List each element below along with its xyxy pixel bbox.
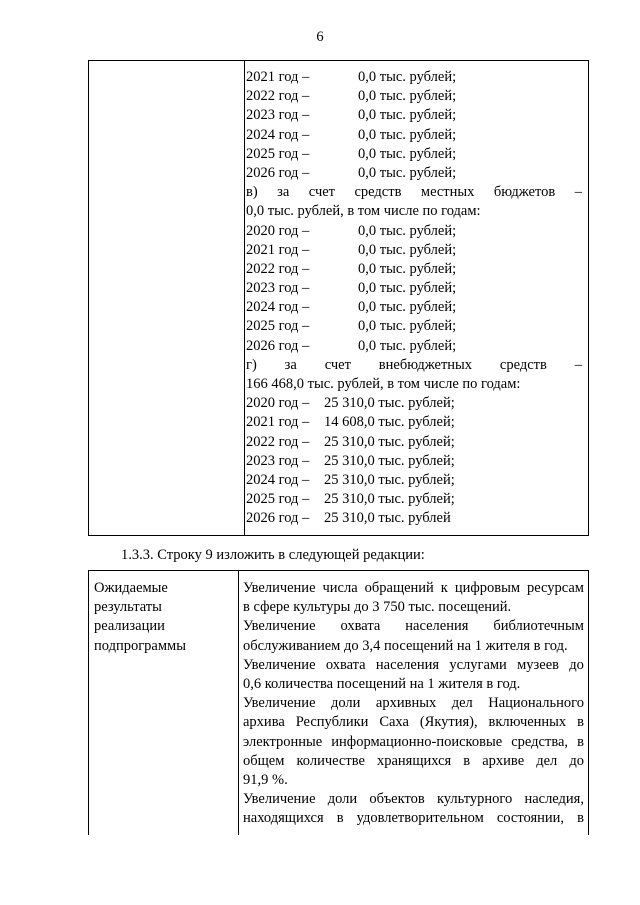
heading-word: за — [284, 356, 297, 373]
paragraph-last-line: обслуживанием до 3,4 посещений на 1 жителя в год. — [243, 637, 568, 654]
year-label: 2022 год – — [246, 433, 310, 450]
heading-word: средств — [499, 356, 547, 373]
word: наследия, — [524, 791, 584, 808]
amount-value: 0,0 тыс. рублей; — [358, 260, 457, 277]
year-amount-row — [246, 68, 582, 87]
year-amount-row — [246, 394, 582, 413]
word: доли — [327, 791, 358, 808]
year-label: 2026 год – — [246, 510, 310, 527]
amount-value: 0,0 тыс. рублей; — [358, 280, 457, 297]
result-paragraph — [243, 656, 584, 694]
amount-value: 0,0 тыс. рублей; — [358, 88, 457, 105]
year-label: 2020 год – — [246, 395, 310, 412]
word: количестве — [296, 752, 365, 769]
row-label-line: реализации — [94, 618, 165, 635]
row-label — [94, 579, 234, 656]
result-paragraph — [243, 617, 584, 655]
heading-word: счет — [324, 356, 351, 373]
amount-value: 25 310,0 тыс. рублей; — [324, 471, 455, 488]
heading-word: внебюджетных — [378, 356, 473, 373]
heading-word: счет — [308, 184, 336, 201]
justified-line — [243, 656, 584, 675]
word: музеев — [517, 656, 559, 673]
amount-value: 25 310,0 тыс. рублей; — [324, 395, 455, 412]
local-budget-total: 0,0 тыс. рублей, в том числе по годам: — [246, 203, 481, 220]
amount-value: 0,0 тыс. рублей; — [358, 337, 457, 354]
amount-value: 0,0 тыс. рублей; — [358, 126, 457, 143]
column-divider — [244, 61, 245, 535]
paragraph-last-line: в сфере культуры до 3 750 тыс. посещений. — [243, 599, 512, 616]
justified-line — [243, 752, 584, 771]
word: культурного — [436, 791, 513, 808]
year-amount-row — [246, 452, 582, 471]
word: Увеличение — [243, 656, 316, 673]
amount-value: 0,0 тыс. рублей; — [358, 299, 457, 316]
amount-value: 0,0 тыс. рублей; — [358, 222, 457, 239]
year-label: 2024 год – — [246, 299, 310, 316]
word: цифровым — [454, 580, 520, 596]
heading-word: в) — [246, 184, 258, 201]
word: средства, — [511, 733, 569, 750]
heading-word: средств — [354, 184, 402, 201]
word: Национального — [488, 695, 584, 712]
word: библиотечным — [493, 618, 584, 635]
year-label: 2021 год – — [246, 241, 310, 258]
word: доли — [331, 695, 361, 712]
year-amount-row — [246, 337, 582, 356]
row-label-line: результаты — [94, 599, 162, 616]
amount-value: 0,0 тыс. рублей; — [358, 318, 457, 335]
year-amount-row — [246, 509, 582, 528]
year-label: 2024 год – — [246, 471, 310, 488]
year-label: 2026 год – — [246, 164, 310, 181]
heading-word: бюджетов — [493, 184, 556, 201]
word: (Якутия), — [419, 714, 478, 731]
year-amount-row — [246, 222, 582, 241]
word: услугами — [449, 656, 507, 673]
year-label: 2022 год – — [246, 260, 310, 277]
amount-value: 0,0 тыс. рублей; — [358, 164, 457, 181]
justified-line — [243, 713, 584, 732]
funding-cell — [246, 68, 582, 529]
paragraph-last-line: 91,9 %. — [243, 771, 288, 788]
result-paragraph — [243, 579, 584, 617]
word: Увеличение — [243, 791, 316, 808]
year-label: 2023 год – — [246, 280, 310, 297]
word: объектов — [369, 791, 425, 808]
row-content — [243, 579, 584, 828]
year-amount-row — [246, 145, 582, 164]
year-label: 2021 год – — [246, 414, 310, 431]
amount-value: 25 310,0 тыс. рублей; — [324, 491, 455, 508]
instruction-paragraph: 1.3.3. Строку 9 изложить в следующей редакции: — [121, 547, 425, 563]
year-label: 2025 год – — [246, 491, 310, 508]
heading-word: за — [277, 184, 290, 201]
row-label-line: Ожидаемые — [94, 580, 168, 596]
year-label: 2023 год – — [246, 107, 310, 124]
year-amount-row — [246, 279, 582, 298]
word: включенных — [488, 714, 567, 731]
heading-word: г) — [246, 356, 257, 373]
extrabudget-heading — [246, 356, 582, 375]
year-label: 2025 год – — [246, 318, 310, 335]
year-amount-row — [246, 106, 582, 125]
year-label: 2026 год – — [246, 337, 310, 354]
word: в — [577, 733, 584, 750]
word: Республики — [295, 714, 369, 731]
result-paragraph — [243, 694, 584, 790]
word: в — [577, 714, 584, 731]
word: архива — [243, 714, 285, 731]
word: числа — [322, 580, 358, 596]
column-divider — [238, 571, 239, 835]
word: обращений — [364, 580, 434, 596]
amount-value: 14 608,0 тыс. рублей; — [324, 414, 455, 431]
word: до — [569, 656, 584, 673]
word: находящихся — [243, 810, 324, 827]
word: Саха — [379, 714, 409, 731]
year-label: 2021 год – — [246, 69, 310, 85]
word: дел — [536, 752, 558, 769]
result-paragraph — [243, 790, 584, 828]
year-label: 2022 год – — [246, 88, 310, 105]
amount-value: 0,0 тыс. рублей; — [358, 241, 457, 258]
word: архиве — [482, 752, 525, 769]
word: Увеличение — [243, 618, 316, 635]
year-amount-row — [246, 471, 582, 490]
word: в — [577, 810, 584, 827]
word: в — [463, 752, 471, 769]
extrabudget-total: 166 468,0 тыс. рублей, в том числе по годам: — [246, 376, 521, 392]
year-amount-row — [246, 433, 582, 452]
expected-results-table — [88, 570, 589, 835]
heading-word: – — [574, 184, 582, 201]
justified-line — [243, 694, 584, 713]
amount-value: 0,0 тыс. рублей; — [358, 145, 457, 162]
amount-value: 0,0 тыс. рублей; — [358, 107, 457, 124]
year-amount-row — [246, 413, 582, 432]
word: населения — [405, 618, 469, 635]
word: населения — [375, 656, 440, 673]
year-label: 2025 год – — [246, 145, 310, 162]
word: Увеличение — [243, 580, 316, 596]
year-amount-row — [246, 87, 582, 106]
year-label: 2023 год – — [246, 452, 310, 469]
justified-line — [243, 733, 584, 752]
word: охвата — [325, 656, 366, 673]
word: архивных — [375, 695, 437, 712]
amount-value: 25 310,0 тыс. рублей — [324, 510, 451, 527]
word: дел — [451, 695, 473, 712]
year-label: 2024 год – — [246, 126, 310, 143]
word: Увеличение — [243, 695, 316, 712]
word: к — [440, 580, 448, 596]
word: информационно-поисковые — [331, 733, 503, 750]
year-amount-row — [246, 298, 582, 317]
justified-line — [243, 809, 584, 828]
word: общем — [243, 752, 285, 769]
year-amount-row — [246, 490, 582, 509]
word: охвата — [340, 618, 381, 635]
paragraph-last-line: 0,6 количества посещений на 1 жителя в год. — [243, 675, 521, 692]
amount-value: 25 310,0 тыс. рублей; — [324, 433, 455, 450]
heading-word: местных — [420, 184, 475, 201]
word: в — [336, 810, 344, 827]
funding-table-continuation — [88, 60, 589, 536]
word: удовлетворительном — [356, 810, 484, 827]
heading-word: – — [574, 356, 582, 373]
year-amount-row — [246, 260, 582, 279]
word: до — [569, 752, 584, 769]
year-amount-row — [246, 317, 582, 336]
year-amount-row — [246, 241, 582, 260]
justified-line — [243, 790, 584, 809]
amount-value: 25 310,0 тыс. рублей; — [324, 452, 455, 469]
justified-line — [243, 579, 584, 598]
word: состоянии, — [496, 810, 565, 827]
justified-line — [243, 617, 584, 636]
word: электронные — [243, 733, 323, 750]
page-number: 6 — [316, 29, 324, 45]
local-budget-heading — [246, 183, 582, 202]
year-amount-row — [246, 126, 582, 145]
word: хранящихся — [376, 752, 452, 769]
word: ресурсам — [526, 580, 584, 596]
row-label-line: подпрограммы — [94, 637, 186, 654]
year-amount-row — [246, 164, 582, 183]
amount-value: 0,0 тыс. рублей; — [358, 69, 457, 85]
year-label: 2020 год – — [246, 222, 310, 239]
